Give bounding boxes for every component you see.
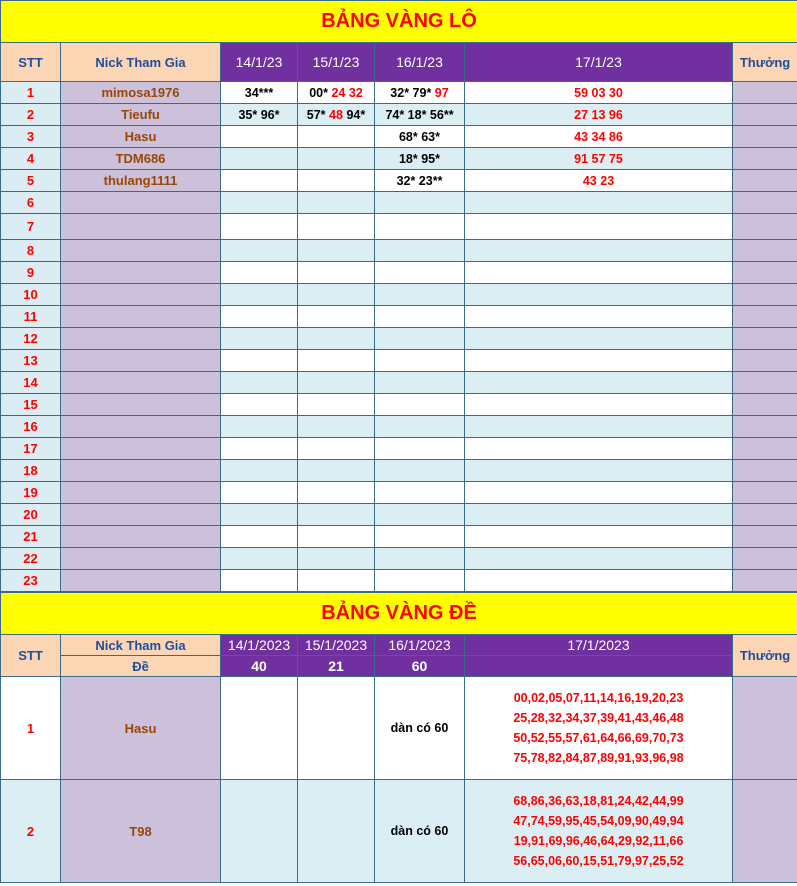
lo-row — [1, 192, 797, 214]
lo-nick — [61, 192, 221, 214]
lo-cell-date-4: 59 03 30 — [465, 82, 733, 104]
lo-cell-date-1 — [221, 82, 298, 104]
lo-row — [1, 284, 797, 306]
de-cell-date-1 — [221, 677, 298, 780]
lo-cell-date-1 — [221, 460, 298, 482]
lo-cell-date-2 — [298, 170, 375, 192]
lo-stt: 1 — [1, 82, 61, 104]
lo-cell-date-3 — [375, 148, 465, 170]
lo-cell-date-2 — [298, 214, 375, 240]
lo-nick: TDM686 — [61, 148, 221, 170]
lo-nick — [61, 328, 221, 350]
lo-stt: 17 — [1, 438, 61, 460]
de-thuong — [733, 677, 797, 780]
lo-cell-date-4 — [465, 504, 733, 526]
de-body — [1, 677, 797, 883]
lo-row — [1, 438, 797, 460]
de-cell-date-2 — [298, 677, 375, 780]
lo-row — [1, 82, 797, 104]
lo-stt: 18 — [1, 460, 61, 482]
lo-cell-date-4: 43 34 86 — [465, 126, 733, 148]
lo-cell-date-2 — [298, 482, 375, 504]
lo-nick — [61, 482, 221, 504]
lo-cell-date-1 — [221, 482, 298, 504]
lo-thuong — [733, 548, 797, 570]
lo-cell-date-1 — [221, 214, 298, 240]
lo-row — [1, 548, 797, 570]
lo-stt: 16 — [1, 416, 61, 438]
lo-cell-date-3 — [375, 438, 465, 460]
de-stt: 2 — [1, 780, 61, 883]
de-result-1: 40 — [221, 656, 298, 677]
lo-cell-date-3 — [375, 460, 465, 482]
lo-thuong — [733, 460, 797, 482]
lo-cell-date-4 — [465, 526, 733, 548]
de-nick: Hasu — [61, 677, 221, 780]
lo-cell-date-1 — [221, 306, 298, 328]
de-cell-date-3: dàn có 60 — [375, 780, 465, 883]
lo-title: BẢNG VÀNG LÔ — [1, 1, 797, 43]
lo-stt: 20 — [1, 504, 61, 526]
lo-stt: 3 — [1, 126, 61, 148]
lo-cell-date-1 — [221, 438, 298, 460]
lo-d1: 35* 96* — [238, 107, 280, 122]
lo-nick — [61, 548, 221, 570]
lo-thuong — [733, 504, 797, 526]
de-cell-date-1 — [221, 780, 298, 883]
de-title: BẢNG VÀNG ĐỀ — [1, 593, 797, 635]
lo-header-date-2: 15/1/23 — [298, 43, 375, 82]
lo-cell-date-3 — [375, 104, 465, 126]
lo-cell-date-3 — [375, 548, 465, 570]
lo-cell-date-4 — [465, 394, 733, 416]
lo-cell-date-4 — [465, 192, 733, 214]
lo-cell-date-3 — [375, 192, 465, 214]
lo-thuong — [733, 306, 797, 328]
lo-header-stt: STT — [1, 43, 61, 82]
lo-thuong — [733, 482, 797, 504]
lo-stt: 11 — [1, 306, 61, 328]
lo-cell-date-1 — [221, 504, 298, 526]
lo-thuong — [733, 104, 797, 126]
de-cell-date-2 — [298, 780, 375, 883]
lo-row — [1, 460, 797, 482]
lo-cell-date-2 — [298, 394, 375, 416]
lo-row — [1, 104, 797, 126]
lo-cell-date-1 — [221, 416, 298, 438]
lo-d2a: 57* — [306, 107, 326, 122]
lo-cell-date-3 — [375, 526, 465, 548]
lo-header-thuong: Thưởng — [733, 43, 797, 82]
lo-thuong — [733, 438, 797, 460]
lo-cell-date-1 — [221, 548, 298, 570]
lo-cell-date-1 — [221, 394, 298, 416]
de-header-de-label: Đề — [61, 656, 221, 677]
de-cell-date-3: dàn có 60 — [375, 677, 465, 780]
lo-cell-date-4 — [465, 460, 733, 482]
de-number-line: 56,65,06,60,15,51,79,97,25,52 — [513, 854, 684, 868]
lo-d3a: 32* 23** — [396, 173, 443, 188]
lo-cell-date-2 — [298, 284, 375, 306]
lo-stt: 12 — [1, 328, 61, 350]
lo-cell-date-3 — [375, 482, 465, 504]
lo-header-nick: Nick Tham Gia — [61, 43, 221, 82]
lo-cell-date-2 — [298, 126, 375, 148]
lo-cell-date-1 — [221, 526, 298, 548]
lo-cell-date-1 — [221, 170, 298, 192]
lo-row — [1, 170, 797, 192]
lo-cell-date-1 — [221, 126, 298, 148]
lo-thuong — [733, 214, 797, 240]
de-header-stt: STT — [1, 635, 61, 677]
lo-cell-date-2 — [298, 372, 375, 394]
lo-thuong — [733, 570, 797, 592]
lo-cell-date-1 — [221, 262, 298, 284]
lo-cell-date-1 — [221, 350, 298, 372]
lo-cell-date-3 — [375, 328, 465, 350]
lo-nick — [61, 416, 221, 438]
lo-nick — [61, 240, 221, 262]
de-header-date-3: 16/1/2023 — [375, 635, 465, 656]
lo-cell-date-3 — [375, 350, 465, 372]
lo-row — [1, 570, 797, 592]
lo-cell-date-4 — [465, 438, 733, 460]
lo-cell-date-3 — [375, 284, 465, 306]
lo-cell-date-1 — [221, 570, 298, 592]
lo-thuong — [733, 192, 797, 214]
lo-cell-date-1 — [221, 328, 298, 350]
lo-row — [1, 350, 797, 372]
lo-cell-date-4: 27 13 96 — [465, 104, 733, 126]
lo-cell-date-4 — [465, 262, 733, 284]
lo-cell-date-2 — [298, 548, 375, 570]
lo-cell-date-4 — [465, 350, 733, 372]
lo-cell-date-4: 91 57 75 — [465, 148, 733, 170]
de-row — [1, 780, 797, 883]
lo-stt: 5 — [1, 170, 61, 192]
lo-stt: 6 — [1, 192, 61, 214]
lo-row — [1, 240, 797, 262]
lo-header-date-3: 16/1/23 — [375, 43, 465, 82]
lo-cell-date-3 — [375, 570, 465, 592]
lo-cell-date-4 — [465, 570, 733, 592]
lo-thuong — [733, 394, 797, 416]
lo-cell-date-3 — [375, 82, 465, 104]
lo-d1: 34*** — [244, 85, 274, 100]
lo-nick — [61, 214, 221, 240]
lo-stt: 9 — [1, 262, 61, 284]
lo-body — [1, 82, 797, 592]
lo-cell-date-4 — [465, 240, 733, 262]
lo-header-date-1: 14/1/23 — [221, 43, 298, 82]
lo-nick: Hasu — [61, 126, 221, 148]
lo-thuong — [733, 82, 797, 104]
lo-row — [1, 416, 797, 438]
de-header-date-1: 14/1/2023 — [221, 635, 298, 656]
de-header-date-2: 15/1/2023 — [298, 635, 375, 656]
lo-thuong — [733, 240, 797, 262]
lo-stt: 10 — [1, 284, 61, 306]
lo-cell-date-4 — [465, 416, 733, 438]
lo-cell-date-2 — [298, 262, 375, 284]
lo-row — [1, 262, 797, 284]
lo-nick: Tieufu — [61, 104, 221, 126]
de-row — [1, 677, 797, 780]
lo-d3a: 18* 95* — [398, 151, 440, 166]
lo-nick — [61, 306, 221, 328]
lo-row — [1, 328, 797, 350]
lo-cell-date-3 — [375, 262, 465, 284]
lo-cell-date-4 — [465, 372, 733, 394]
lo-cell-date-2 — [298, 192, 375, 214]
lo-cell-date-2 — [298, 438, 375, 460]
lo-nick: thulang1111 — [61, 170, 221, 192]
de-result-2: 21 — [298, 656, 375, 677]
lo-cell-date-3 — [375, 170, 465, 192]
lo-cell-date-1 — [221, 372, 298, 394]
de-nick: T98 — [61, 780, 221, 883]
de-cell-date-4 — [465, 780, 733, 883]
lo-nick — [61, 350, 221, 372]
lo-cell-date-1 — [221, 284, 298, 306]
lo-stt: 14 — [1, 372, 61, 394]
lo-nick — [61, 262, 221, 284]
lo-cell-date-3 — [375, 416, 465, 438]
lo-stt: 13 — [1, 350, 61, 372]
de-number-line: 19,91,69,96,46,64,29,92,11,66 — [513, 834, 684, 848]
lo-stt: 15 — [1, 394, 61, 416]
lo-nick — [61, 504, 221, 526]
lo-cell-date-3 — [375, 126, 465, 148]
lo-stt: 8 — [1, 240, 61, 262]
lo-cell-date-3 — [375, 394, 465, 416]
lo-cell-date-2 — [298, 328, 375, 350]
lo-row — [1, 372, 797, 394]
de-result-4 — [465, 656, 733, 677]
lo-cell-date-2 — [298, 504, 375, 526]
lo-cell-date-1 — [221, 104, 298, 126]
de-header-date-4: 17/1/2023 — [465, 635, 733, 656]
de-number-line: 00,02,05,07,11,14,16,19,20,23 — [513, 691, 684, 705]
lo-row — [1, 148, 797, 170]
lo-cell-date-2 — [298, 104, 375, 126]
lo-cell-date-2 — [298, 526, 375, 548]
lo-d2b: 24 32 — [331, 85, 363, 100]
lo-cell-date-4 — [465, 328, 733, 350]
lo-stt: 21 — [1, 526, 61, 548]
lo-nick — [61, 570, 221, 592]
lo-thuong — [733, 262, 797, 284]
lo-cell-date-1 — [221, 240, 298, 262]
lo-d2b: 48 — [329, 107, 343, 122]
lo-cell-date-2 — [298, 148, 375, 170]
lo-thuong — [733, 328, 797, 350]
de-header-thuong: Thưởng — [733, 635, 797, 677]
de-result-3: 60 — [375, 656, 465, 677]
de-header-nick: Nick Tham Gia — [61, 635, 221, 656]
lo-nick: mimosa1976 — [61, 82, 221, 104]
lo-cell-date-1 — [221, 192, 298, 214]
lo-cell-date-2 — [298, 416, 375, 438]
de-cell-date-4 — [465, 677, 733, 780]
lo-cell-date-1 — [221, 148, 298, 170]
lo-stt: 22 — [1, 548, 61, 570]
lo-row — [1, 126, 797, 148]
lo-d2c: 94* — [346, 107, 366, 122]
bang-vang-de-table — [0, 592, 797, 883]
lo-nick — [61, 394, 221, 416]
lo-row — [1, 526, 797, 548]
lo-cell-date-2 — [298, 306, 375, 328]
lo-nick — [61, 438, 221, 460]
lo-cell-date-4 — [465, 548, 733, 570]
lo-cell-date-4: 43 23 — [465, 170, 733, 192]
lo-stt: 7 — [1, 214, 61, 240]
lo-cell-date-2 — [298, 240, 375, 262]
lo-cell-date-4 — [465, 306, 733, 328]
lo-cell-date-2 — [298, 460, 375, 482]
de-number-line: 50,52,55,57,61,64,66,69,70,73 — [513, 731, 684, 745]
lo-row — [1, 504, 797, 526]
lo-stt: 2 — [1, 104, 61, 126]
lo-nick — [61, 460, 221, 482]
lo-nick — [61, 526, 221, 548]
lo-d3b: 97 — [434, 85, 449, 100]
lo-d2a: 00* — [309, 85, 328, 100]
lo-row — [1, 482, 797, 504]
lo-thuong — [733, 372, 797, 394]
de-number-line: 47,74,59,95,45,54,09,90,49,94 — [513, 814, 684, 828]
lo-cell-date-3 — [375, 306, 465, 328]
lo-d3a: 74* 18* 56** — [385, 107, 454, 122]
lo-row — [1, 214, 797, 240]
lo-stt: 4 — [1, 148, 61, 170]
lo-row — [1, 306, 797, 328]
lo-nick — [61, 284, 221, 306]
de-stt: 1 — [1, 677, 61, 780]
lo-row — [1, 394, 797, 416]
lo-cell-date-3 — [375, 214, 465, 240]
lo-nick — [61, 372, 221, 394]
lo-d3a: 68* 63* — [398, 129, 440, 144]
lo-cell-date-4 — [465, 284, 733, 306]
lo-thuong — [733, 416, 797, 438]
lo-header-date-4: 17/1/23 — [465, 43, 733, 82]
lo-thuong — [733, 350, 797, 372]
lo-cell-date-4 — [465, 482, 733, 504]
lo-stt: 19 — [1, 482, 61, 504]
lo-cell-date-3 — [375, 372, 465, 394]
lo-cell-date-2 — [298, 570, 375, 592]
lo-thuong — [733, 526, 797, 548]
lo-d3a: 32* 79* — [390, 85, 432, 100]
lo-cell-date-4 — [465, 214, 733, 240]
lo-thuong — [733, 148, 797, 170]
de-number-line: 75,78,82,84,87,89,91,93,96,98 — [513, 751, 684, 765]
lo-stt: 23 — [1, 570, 61, 592]
lo-cell-date-3 — [375, 504, 465, 526]
lo-cell-date-2 — [298, 82, 375, 104]
de-number-line: 68,86,36,63,18,81,24,42,44,99 — [513, 794, 684, 808]
de-thuong — [733, 780, 797, 883]
lo-thuong — [733, 126, 797, 148]
lo-cell-date-2 — [298, 350, 375, 372]
lo-thuong — [733, 284, 797, 306]
lo-thuong — [733, 170, 797, 192]
de-number-line: 25,28,32,34,37,39,41,43,46,48 — [513, 711, 684, 725]
lo-cell-date-3 — [375, 240, 465, 262]
